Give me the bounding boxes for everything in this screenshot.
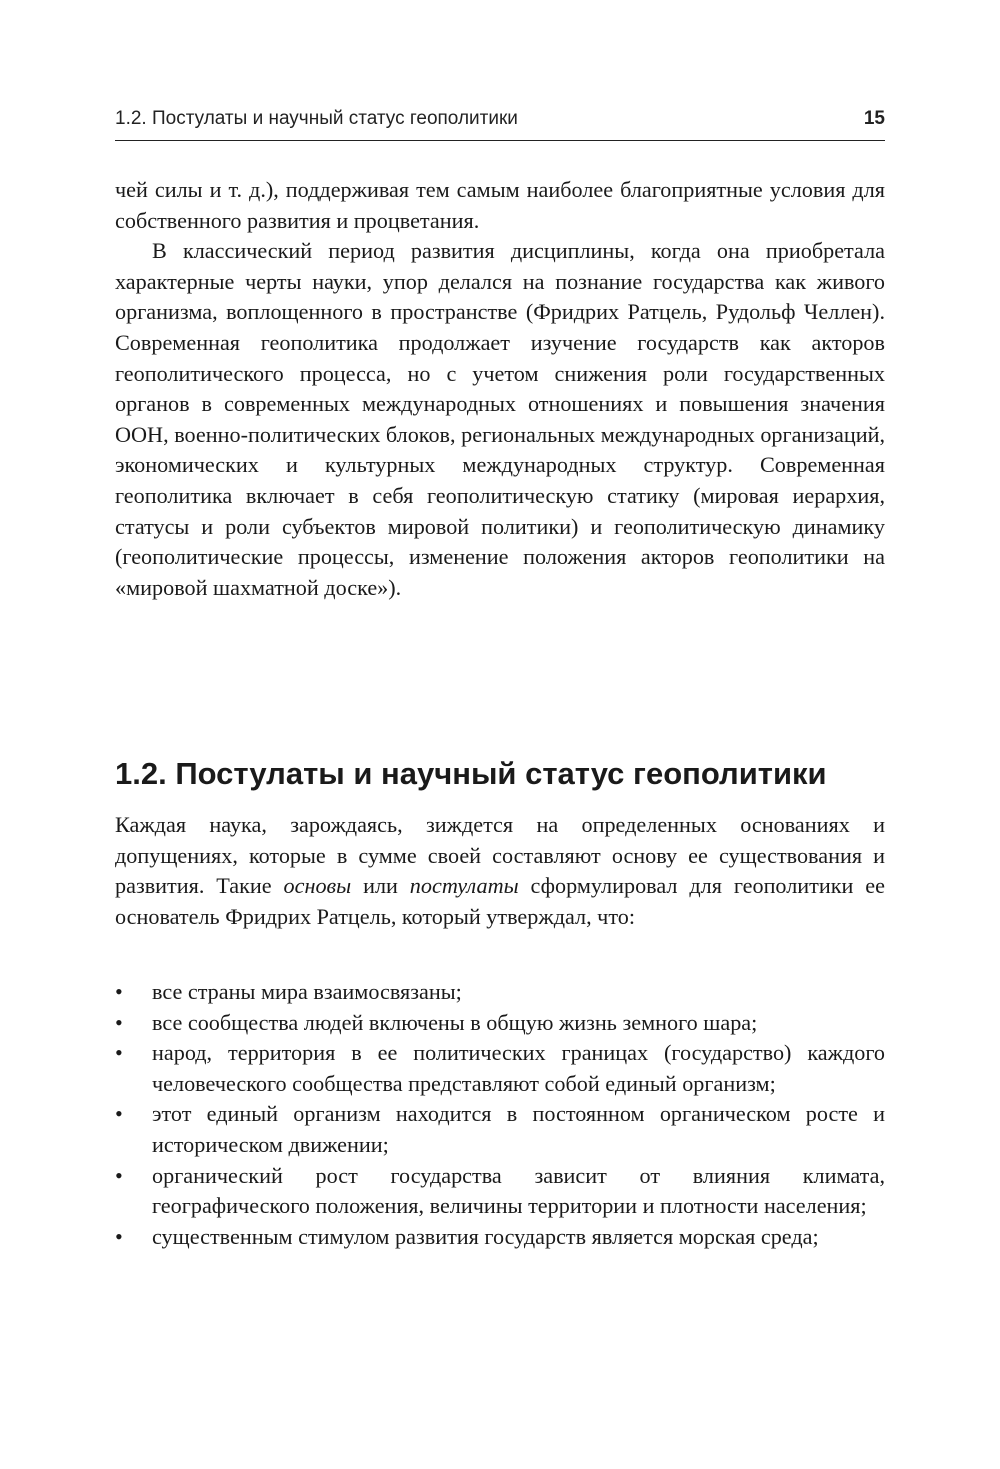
list-item [115,977,885,1008]
text-block-top [115,175,885,603]
list-item-text: этот единый организм находится в постоянном органическом росте и историческом движении; [152,1101,885,1157]
list-item [115,1222,885,1253]
list-item-text: все страны мира взаимосвязаны; [152,979,462,1004]
intro-text-part-2: или [351,873,410,899]
page-number: 15 [863,108,885,129]
bullet-icon: • [115,979,123,1004]
paragraph-classical-period: В классический период развития дисциплины, когда она приобретала характерные черты науки, упор делался на познание государства как живого организма, воплощенного в пространстве (Фридрих Ратцель, Рудольф Челлен). Современная геополитика продолжает изучение государств как акторов геополитического процесса, но с учетом снижения роли государственных органов в современных международных отношениях и повышения значения ООН, военно-политических блоков, региональных международных организаций, экономических и культурных международных структур. Современная геополитика включает в себя геополитическую статику (мировая иерархия, статусы и роли субъектов мировой политики) и геополитическую динамику (геополитические процессы, изменение положения акторов геополитики на «мировой шахматной доске»). [115,238,885,600]
bullet-icon: • [115,1162,123,1188]
intro-text-part-1: Каждая наука, зарождаясь, зиждется на определенных основаниях и допущениях, которые в сумме своей составляют основу ее существования и развития. Такие [115,812,885,899]
paragraph-postulates-intro [115,810,885,932]
list-item [115,1161,885,1222]
postulates-list [115,977,885,1252]
emphasis-postulaty: постулаты [409,873,519,899]
list-item-text: все сообщества людей включены в общую жизнь земного шара; [152,1009,758,1035]
intro-text-part-3: сформулировал для геополитики ее основатель Фридрих Ратцель, который утверждал, что: [115,873,885,929]
running-header [115,100,885,141]
list-item [115,1038,885,1099]
bullet-icon: • [115,1101,123,1127]
list-item [115,1099,885,1160]
list-item [115,1008,885,1039]
bullet-icon: • [115,1223,123,1249]
running-title: 1.2. Постулаты и научный статус геополитики [115,108,518,129]
emphasis-osnovy: основы [283,873,352,899]
list-item-text: народ, территория в ее политических границах (государство) каждого человеческого сообщества представляют собой единый организм; [152,1040,885,1096]
text-block-section [115,810,885,932]
bullet-icon: • [115,1040,123,1066]
list-item-text: органический рост государства зависит от влияния климата, географического положения, величины территории и плотности населения; [152,1162,885,1219]
section-heading: 1.2. Постулаты и научный статус геополитики [115,756,827,791]
paragraph-continuation: чей силы и т. д.), поддерживая тем самым наиболее благоприятные условия для собственного развития и процветания. [115,177,885,233]
list-item-text: существенным стимулом развития государств является морская среда; [152,1223,819,1249]
bullet-icon: • [115,1009,123,1035]
